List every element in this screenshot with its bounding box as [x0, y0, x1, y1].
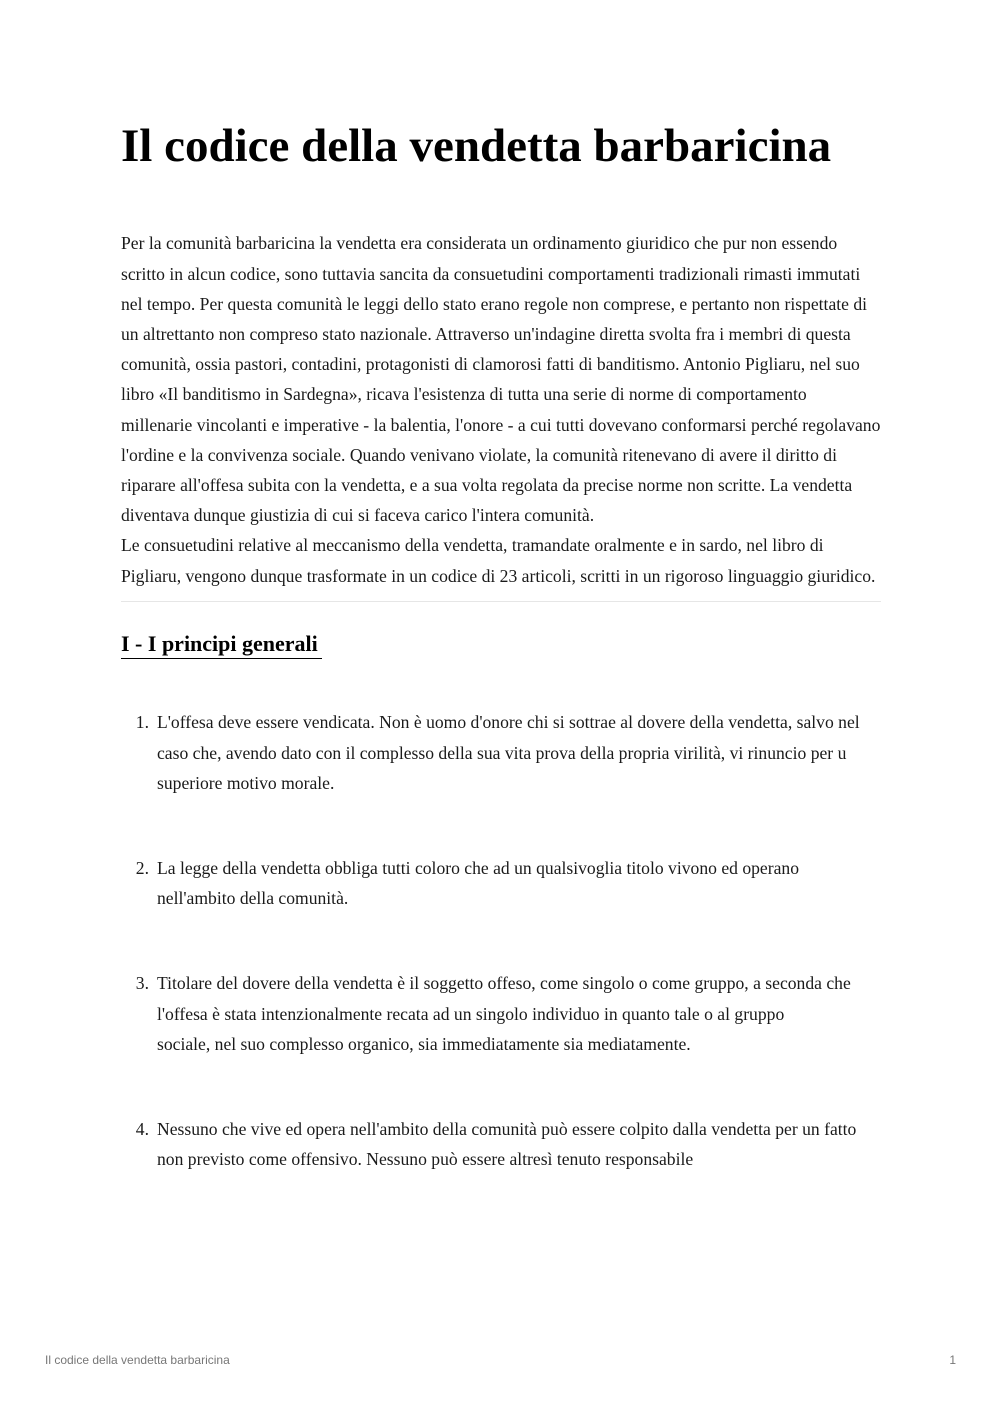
- article-text: Titolare del dovere della vendetta è il soggetto offeso, come singolo o come gruppo, a seconda che l'offesa è stata intenzionalmente recata ad un singolo individuo in quanto tale o al gruppo: [157, 973, 851, 1024]
- article-body: [157, 853, 881, 913]
- footer-title: Il codice della vendetta barbaricina: [45, 1353, 230, 1367]
- article-item: [121, 853, 881, 913]
- article-body: [157, 1114, 881, 1174]
- article-number: 1.: [135, 712, 149, 733]
- articles-list: [121, 707, 881, 1174]
- page-content: [121, 118, 881, 1174]
- article-text: Nessuno che vive ed opera nell'ambito della comunità può essere colpito dalla vendetta per un fatto non previsto come offensivo. Nessuno può essere altresì tenuto responsabile: [157, 1119, 857, 1170]
- article-text: La legge della vendetta obbliga tutti coloro che ad un qualsivoglia titolo vivono ed operano nell'ambito della comunità.: [157, 858, 799, 909]
- intro-paragraph: Le consuetudini relative al meccanismo della vendetta, tramandate oralmente e in sardo, nel libro di Pigliaru, vengono dunque trasformate in un codice di 23 articoli, scritti in un rigoroso linguaggio giuridico.: [121, 535, 876, 586]
- article-number: 2.: [135, 858, 149, 879]
- article-number: 3.: [135, 973, 149, 994]
- intro-text: [121, 228, 881, 590]
- article-text: sociale, nel suo complesso organico, sia immediatamente sia mediatamente.: [157, 1033, 691, 1054]
- article-text: L'offesa deve essere vendicata. Non è uomo d'onore chi si sottrae al dovere della vendetta, salvo nel caso che, avendo dato con il complesso della sua vita prova della propria virilità, vi rinuncio per u superiore motivo morale.: [157, 712, 860, 793]
- document-title: Il codice della vendetta barbaricina: [121, 120, 832, 172]
- section-divider: [121, 601, 881, 602]
- article-item: [121, 968, 881, 1059]
- article-number: 4.: [135, 1119, 149, 1140]
- article-item: [121, 707, 881, 798]
- article-item: [121, 1114, 881, 1174]
- section-heading: I - I principi generali: [121, 630, 322, 660]
- intro-paragraph: Per la comunità barbaricina la vendetta era considerata un ordinamento giuridico che pur non essendo scritto in alcun codice, sono tuttavia sancita da consuetudini comportamenti tradizionali rimasti immutati nel tempo. Per questa comunità le leggi dello stato erano regole non comprese, e pertanto non rispettate di un altrettanto non compreso stato nazionale. Attraverso un'indagine diretta svolta fra i membri di questa comunità, ossia pastori, contadini, protagonisti di clamorosi fatti di banditismo. Antonio Pigliaru, nel suo libro «Il banditismo in Sardegna», ricava l'esistenza di tutta una serie di norme di comportamento millenarie vincolanti e imperative - la balentia, l'onore - a cui tutti dovevano conformarsi perché regolavano l'ordine e la convivenza sociale. Quando venivano violate, la comunità ritenevano di avere il diritto di riparare all'offesa subita con la vendetta, e a sua volta regolata da precise norme non scritte. La vendetta diventava dunque giustizia di cui si faceva carico l'intera comunità.: [121, 233, 881, 526]
- article-body: [157, 968, 881, 1059]
- footer-page-number: 1: [949, 1353, 956, 1367]
- article-body: [157, 707, 881, 798]
